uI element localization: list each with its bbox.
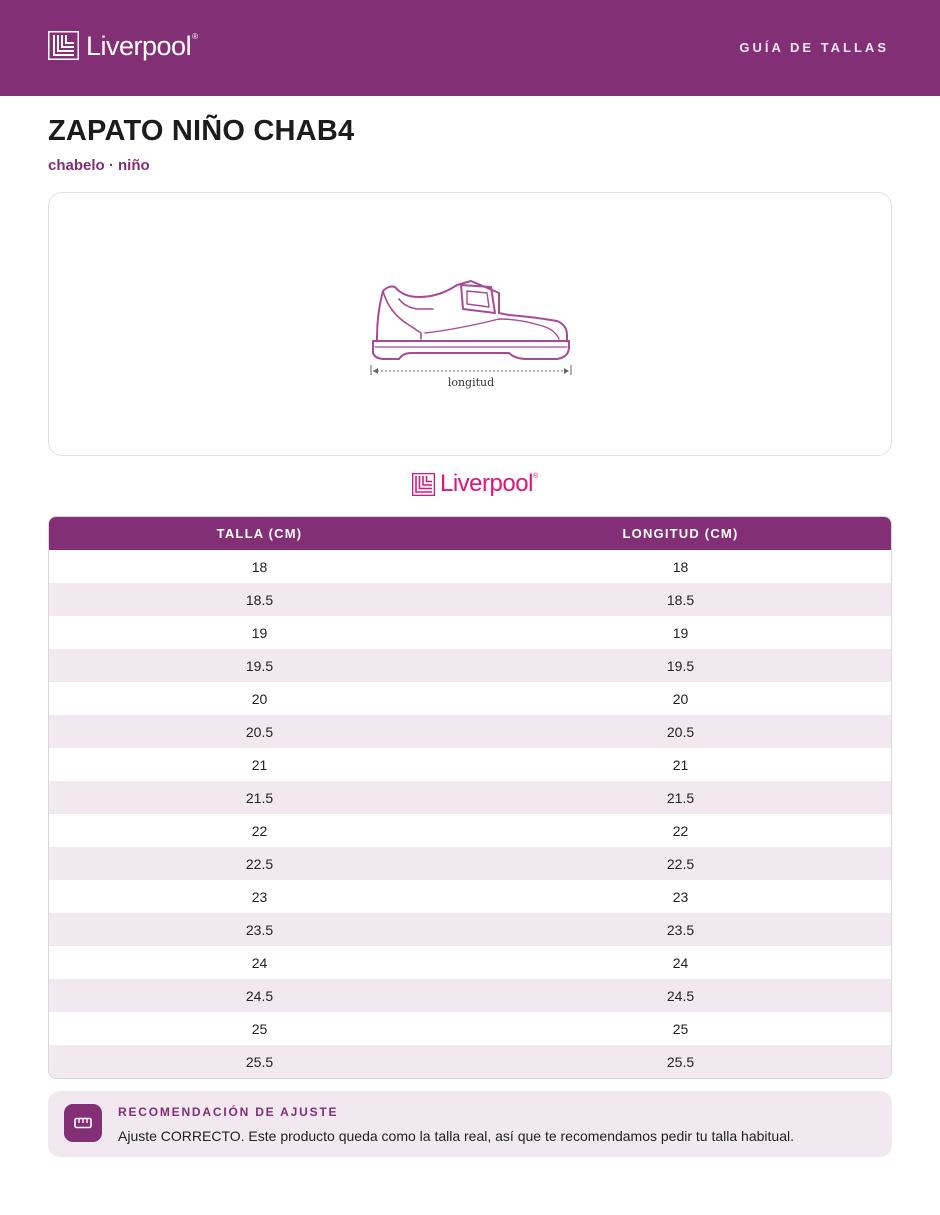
size-table xyxy=(48,516,892,1079)
table-row xyxy=(49,1045,891,1078)
table-row xyxy=(49,781,891,814)
size-cell: 18.5 xyxy=(245,591,274,608)
table-row xyxy=(49,979,891,1012)
table-row xyxy=(49,649,891,682)
length-cell: 24 xyxy=(672,954,689,971)
size-cell: 20.5 xyxy=(245,723,274,740)
length-cell: 25.5 xyxy=(666,1053,695,1070)
length-label: longitud xyxy=(447,376,495,389)
table-row xyxy=(49,715,891,748)
size-cell: 22.5 xyxy=(245,855,274,872)
length-cell: 23 xyxy=(672,888,689,905)
size-cell: 25 xyxy=(251,1020,268,1037)
length-cell: 22 xyxy=(672,822,689,839)
size-cell: 24.5 xyxy=(245,987,274,1004)
table-row xyxy=(49,880,891,913)
length-cell: 18.5 xyxy=(666,591,695,608)
table-row xyxy=(49,583,891,616)
table-row xyxy=(49,748,891,781)
column-header-length: LONGITUD (CM) xyxy=(622,526,739,541)
length-cell: 21.5 xyxy=(666,789,695,806)
brand-name-secondary: Liverpool xyxy=(440,470,533,497)
size-cell: 19 xyxy=(251,624,268,641)
column-header-size: TALLA (CM) xyxy=(216,526,303,541)
table-row xyxy=(49,814,891,847)
size-cell: 20 xyxy=(251,690,268,707)
shoe-outline-icon xyxy=(359,273,579,398)
length-cell: 25 xyxy=(672,1020,689,1037)
brand-logo-secondary xyxy=(412,470,538,498)
table-row xyxy=(49,550,891,583)
size-cell: 21.5 xyxy=(245,789,274,806)
length-cell: 21 xyxy=(672,756,689,773)
brand-name: Liverpool xyxy=(86,31,192,61)
length-cell: 23.5 xyxy=(666,921,695,938)
table-row xyxy=(49,847,891,880)
length-cell: 24.5 xyxy=(666,987,695,1004)
size-cell: 22 xyxy=(251,822,268,839)
length-cell: 19 xyxy=(672,624,689,641)
size-guide-label: GUÍA DE TALLAS xyxy=(739,40,889,55)
size-cell: 21 xyxy=(251,756,268,773)
brand-logo[interactable] xyxy=(48,30,198,61)
size-cell: 23.5 xyxy=(245,921,274,938)
registered-mark: ® xyxy=(532,472,539,480)
size-cell: 18 xyxy=(251,558,268,575)
liverpool-logo-icon xyxy=(48,31,79,60)
table-row xyxy=(49,616,891,649)
product-subtitle: chabelo · niño xyxy=(48,157,150,174)
recommendation-title: RECOMENDACIÓN DE AJUSTE xyxy=(118,1105,339,1119)
size-cell: 23 xyxy=(251,888,268,905)
shoe-illustration-card xyxy=(48,192,892,456)
length-cell: 20 xyxy=(672,690,689,707)
page-title: ZAPATO NIÑO CHAB4 xyxy=(48,115,355,147)
header-bar xyxy=(0,0,940,96)
length-cell: 19.5 xyxy=(666,657,695,674)
size-cell: 24 xyxy=(251,954,268,971)
table-body xyxy=(49,550,891,1078)
table-row xyxy=(49,913,891,946)
size-cell: 19.5 xyxy=(245,657,274,674)
registered-mark: ® xyxy=(192,32,198,41)
table-row xyxy=(49,682,891,715)
table-row xyxy=(49,946,891,979)
liverpool-logo-icon xyxy=(412,473,435,496)
size-cell: 25.5 xyxy=(245,1053,274,1070)
ruler-icon xyxy=(64,1104,102,1142)
length-cell: 20.5 xyxy=(666,723,695,740)
length-cell: 22.5 xyxy=(666,855,695,872)
recommendation-text: Ajuste CORRECTO. Este producto queda como la talla real, así que te recomendamos pedir tu talla habitual. xyxy=(118,1128,794,1144)
fit-recommendation xyxy=(48,1091,892,1157)
length-cell: 18 xyxy=(672,558,689,575)
table-row xyxy=(49,1012,891,1045)
table-header xyxy=(49,517,891,550)
